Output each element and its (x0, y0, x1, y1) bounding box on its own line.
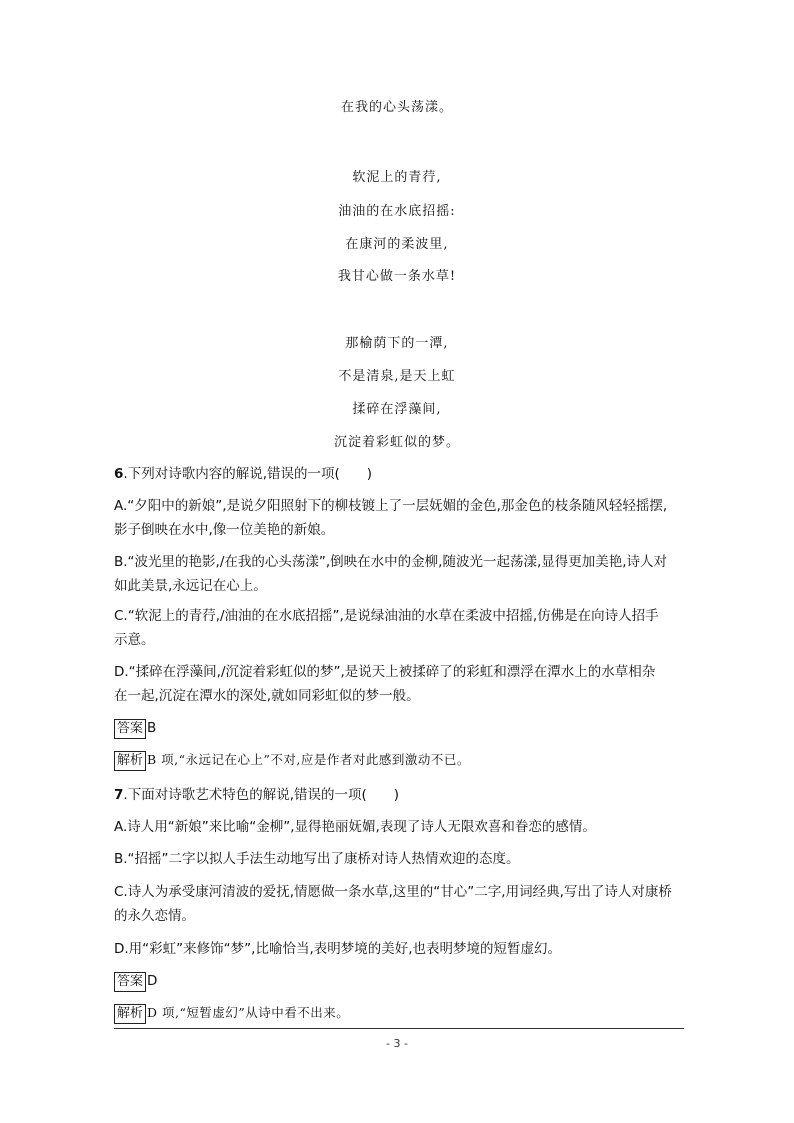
analysis-label: 解析 (114, 751, 146, 771)
answer-row (114, 969, 684, 993)
poem-line: 揉碎在浮藻间, (352, 402, 442, 417)
option-b (114, 847, 684, 871)
option-line: A.“夕阳中的新娘”,是说夕阳照射下的柳枝镀上了一层妩媚的金色,那金色的枝条随风轻轻摇摆, (114, 498, 668, 514)
analysis-row (114, 1001, 684, 1025)
poem-line: 沉淀着彩虹似的梦。 (333, 435, 460, 450)
poem-line: 在我的心头荡漾。 (340, 100, 453, 115)
question-text: .下面对诗歌艺术特色的解说,错误的一项( ) (123, 787, 400, 803)
option-c (114, 880, 684, 928)
option-line: C.诗人为承受康河清波的爱抚,情愿做一条水草,这里的“甘心”二字,用词经典,写出了诗人对康桥 (114, 884, 672, 900)
poem-line: 油油的在水底招摇: (338, 204, 456, 219)
option-line: B.“招摇”二字以拟人手法生动地写出了康桥对诗人热情欢迎的态度。 (114, 851, 520, 867)
option-a (114, 494, 684, 542)
answer-value: B (147, 720, 157, 736)
question-7-stem (114, 783, 684, 807)
option-line: 影子倒映在水中,像一位美艳的新娘。 (114, 522, 335, 538)
option-line: D.“揉碎在浮藻间,/沉淀着彩虹似的梦”,是说天上被揉碎了的彩虹和漂浮在潭水上的水草相杂 (114, 664, 656, 680)
option-line: 示意。 (114, 632, 155, 648)
answer-value: D (147, 973, 158, 989)
question-6-stem (114, 462, 684, 486)
analysis-label: 解析 (114, 1004, 146, 1024)
option-c (114, 604, 684, 652)
poem-line: 软泥上的青荇, (352, 170, 442, 185)
poem-line: 我甘心做一条水草! (337, 269, 457, 284)
option-line: 的永久恋情。 (114, 908, 195, 924)
option-line: C.“软泥上的青荇,/油油的在水底招摇”,是说绿油油的水草在柔波中招摇,仿佛是在向诗人招手 (114, 608, 659, 624)
answer-label: 答案 (114, 719, 146, 739)
option-a (114, 815, 684, 839)
answer-row (114, 716, 684, 740)
option-d (114, 937, 684, 961)
poem-line: 在康河的柔波里, (345, 237, 449, 252)
question-number: 6 (114, 466, 124, 482)
page-number: - 3 - (386, 1037, 408, 1050)
analysis-text: D 项,“短暂虚幻”从诗中看不出来。 (147, 1005, 350, 1020)
poem-line: 那榆荫下的一潭, (345, 336, 449, 351)
analysis-row (114, 748, 684, 772)
answer-label: 答案 (114, 972, 146, 992)
option-line: 在一起,沉淀在潭水的深处,就如同彩虹似的梦一般。 (114, 688, 420, 704)
option-line: B.“波光里的艳影,/在我的心头荡漾”,倒映在水中的金柳,随波光一起荡漾,显得更加美艳,诗人对 (114, 554, 668, 570)
option-b (114, 550, 684, 598)
option-line: A.诗人用“新娘”来比喻“金柳”,显得艳丽妩媚,表现了诗人无限欢喜和眷恋的感情。 (114, 819, 596, 835)
analysis-text: B 项,“永远记在心上”不对,应是作者对此感到激动不已。 (147, 752, 470, 767)
footer-divider (114, 1028, 684, 1029)
poem-line: 不是清泉,是天上虹 (338, 369, 456, 384)
option-line: 如此美景,永远记在心上。 (114, 578, 267, 594)
question-text: .下列对诗歌内容的解说,错误的一项( ) (123, 466, 373, 482)
option-line: D.用“彩虹”来修饰“梦”,比喻恰当,表明梦境的美好,也表明梦境的短暂虚幻。 (114, 941, 562, 957)
option-d (114, 660, 684, 708)
question-number: 7 (114, 787, 124, 803)
